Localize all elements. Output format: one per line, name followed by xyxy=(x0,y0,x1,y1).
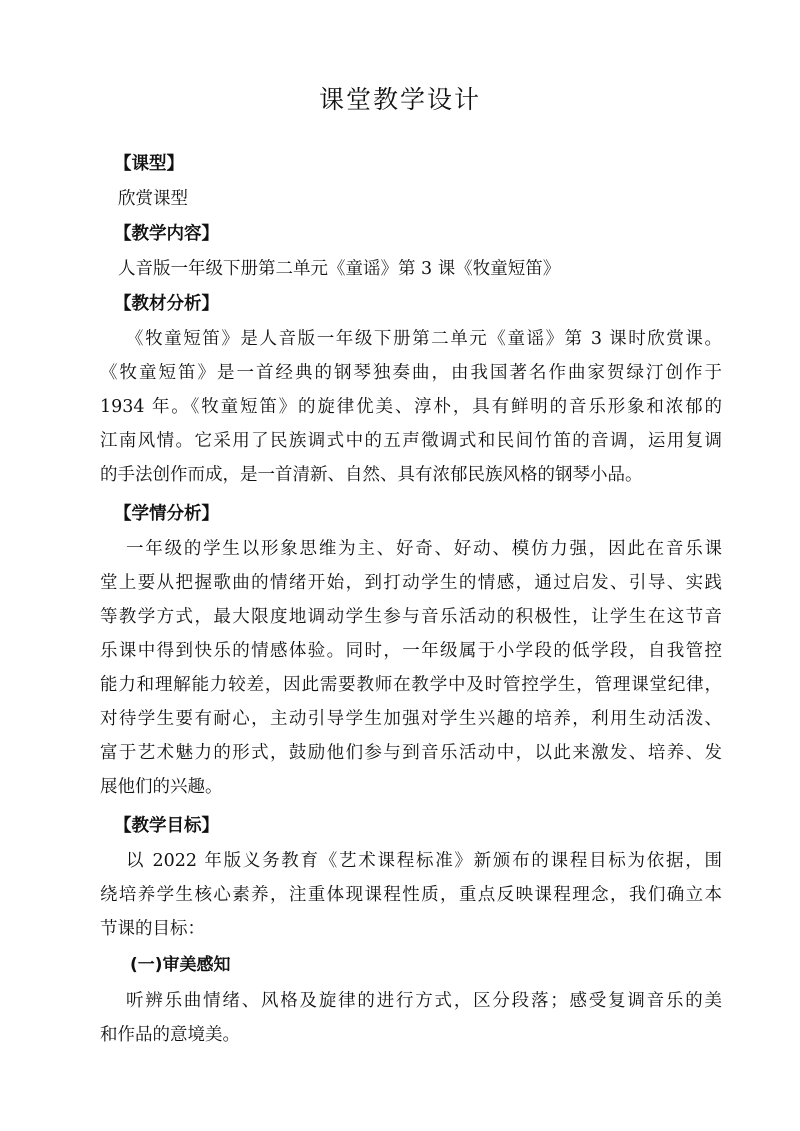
section-heading-material: 【教材分析】 xyxy=(114,294,219,314)
section-heading-type: 【课型】 xyxy=(114,154,184,174)
text-line: 能力和理解能力较差，因此需要教师在教学中及时管控学生，管理课堂纪律， xyxy=(100,675,722,695)
text-line: 一年级的学生以形象思维为主、好奇、好动、模仿力强，因此在音乐课 xyxy=(126,539,722,559)
text-line: 听辨乐曲情绪、风格及旋律的进行方式，区分段落；感受复调音乐的美 xyxy=(126,991,722,1011)
text-line: 乐课中得到快乐的情感体验。同时，一年级属于小学段的低学段，自我管控 xyxy=(100,641,722,661)
text-line: 欣赏课型 xyxy=(118,189,188,209)
text-line: 展他们的兴趣。 xyxy=(100,777,223,797)
text-line: 人音版一年级下册第二单元《童谣》第 3 课《牧童短笛》 xyxy=(118,259,561,279)
text-line: 堂上要从把握歌曲的情绪开始，到打动学生的情感，通过启发、引导、实践 xyxy=(100,573,722,593)
text-line: 1934 年。《牧童短笛》的旋律优美、淳朴，具有鲜明的音乐形象和浓郁的 xyxy=(100,397,722,417)
text-line: 以 2022 年版义务教育《艺术课程标准》新颁布的课程目标为依据，围 xyxy=(126,851,722,871)
text-line: 对待学生要有耐心，主动引导学生加强对学生兴趣的培养，利用生动活泼、 xyxy=(100,709,722,729)
section-heading-content: 【教学内容】 xyxy=(114,224,219,244)
subsection-heading-aesthetic: (一)审美感知 xyxy=(130,955,231,975)
text-line: 绕培养学生核心素养，注重体现课程性质，重点反映课程理念，我们确立本 xyxy=(100,885,722,905)
page-title: 课堂教学设计 xyxy=(318,85,481,114)
text-line: 和作品的意境美。 xyxy=(100,1025,240,1045)
text-line: 节课的目标： xyxy=(100,919,205,939)
section-heading-goals: 【教学目标】 xyxy=(114,816,219,836)
text-line: 《牧童短笛》是人音版一年级下册第二单元《童谣》第 3 课时欣赏课。 xyxy=(126,329,722,349)
text-line: 的手法创作而成，是一首清新、自然、具有浓郁民族风格的钢琴小品。 xyxy=(100,465,643,485)
text-line: 《牧童短笛》是一首经典的钢琴独奏曲，由我国著名作曲家贺绿汀创作于 xyxy=(100,363,722,383)
section-heading-students: 【学情分析】 xyxy=(114,504,219,524)
text-line: 江南风情。它采用了民族调式中的五声徵调式和民间竹笛的音调，运用复调 xyxy=(100,431,722,451)
document-body xyxy=(100,146,722,1052)
text-line: 富于艺术魅力的形式，鼓励他们参与到音乐活动中，以此来激发、培养、发 xyxy=(100,743,722,763)
text-line: 等教学方式，最大限度地调动学生参与音乐活动的积极性，让学生在这节音 xyxy=(100,607,722,627)
